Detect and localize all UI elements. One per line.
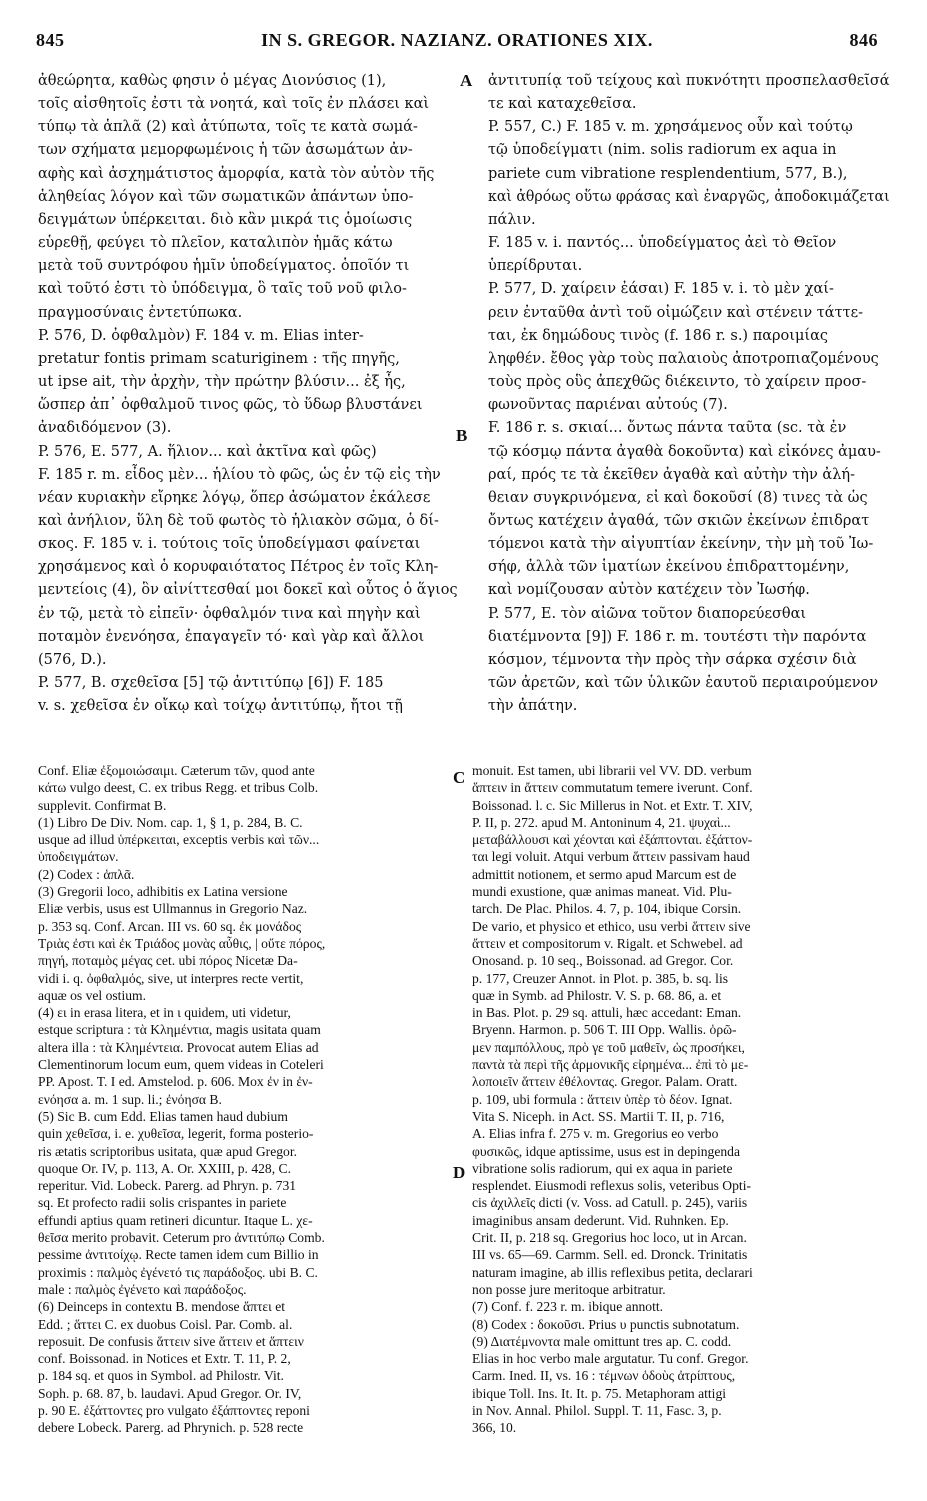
text-line: τῷ κόσμῳ πάντα ἀγαθὰ δοκοῦντα) καὶ εἰκόνες ἀμαυ- [488,443,881,460]
text-line: proximis : παλμὸς ἐγένετό τις παράδοξος. ubi B. C. [38,1264,318,1280]
text-line: παντὰ τὰ περὶ τῆς ἁρμονικῆς εἰρημένα... ἐπὶ τὸ με- [472,1057,749,1073]
text-line: (6) Deinceps in contextu B. mendose ἅπτει et [38,1299,286,1315]
text-line: νέαν κυριακὴν εἴρηκε λόγῳ, ὅπερ ἀσώματον ἐκάλεσε [38,489,431,506]
main-text-right-column [488,70,890,718]
text-line: P. 577, E. τὸν αἰῶνα τοῦτον διαπορεύεσθαι [488,605,807,622]
text-line: ἄττειν et compositorum v. Rigalt. et Schwebel. ad [472,935,743,951]
text-line: κόσμον, τέμνοντα τὴν πρὸς τὴν σάρκα σχέσιν διὰ [488,651,857,668]
text-line: τόμενοι κατὰ τὴν αἰγυπτίαν ἐκείνην, τὴν μὴ τοῦ Ἰω- [488,536,874,553]
text-line: admittit notionem, et sermo apud Marcum est de [472,866,737,882]
text-line: τῷ ὑποδείγματι (nim. solis radiorum ex aqua in [488,142,837,159]
text-line: μεν παμπόλλους, πρὸ γε τοῦ μαθεῖν, ὡς προσήκει, [472,1039,745,1055]
text-line: ται, ἐκ δημώδους τινὸς (f. 186 r. s.) παροιμίας [488,327,828,344]
text-line: εὑρεθῇ, φεύγει τὸ πλεῖον, καταλιπὸν ἡμᾶς κάτω [38,235,393,252]
text-line: in Bas. Plot. p. 29 sq. attuli, hæc accedant: Eman. [472,1005,742,1021]
text-line: τε καὶ καταχεθεῖσα. [488,96,637,113]
text-line: vidi i. q. ὀφθαλμός, sive, ut interpres recte vertit, [38,970,304,986]
text-line: p. 90 E. ἐξάττοντες pro vulgato ἐξάπτοντες reponi [38,1402,310,1418]
text-line: (5) Sic B. cum Edd. Elias tamen haud dubium [38,1108,288,1124]
text-line: ὑποδειγμάτων. [38,849,119,865]
text-line: reperitur. Vid. Lobeck. Parerg. ad Phryn. p. 731 [38,1178,297,1194]
text-line: καὶ ἀθρόως οὕτω φράσας καὶ ἐναργῶς, ἀποδοκιμάζεται [488,188,890,205]
text-line: τῶν ἀρετῶν, καὶ τῶν ὑλικῶν ἑαυτοῦ περιαιρούμενον [488,675,879,692]
text-line: imaginibus ansam dederunt. Vid. Ruhnken. Ep. [472,1212,729,1228]
text-line: altera illa : τὰ Κλημέντεια. Provocat autem Elias ad [38,1039,319,1055]
margin-marker-a: A [460,71,473,90]
text-line: conf. Boissonad. in Notices et Extr. T. 11, P. 2, [38,1351,291,1367]
text-line: ὑπερίδρυται. [488,258,583,275]
text-line: πραγμοσύναις ἐντετύπωκα. [38,304,243,321]
text-line: ἐν τῷ, μετὰ τὸ εἰπεῖν· ὀφθαλμόν τινα καὶ πηγὴν καὶ [38,605,421,622]
main-text-left-column [38,70,458,718]
running-title: IN S. GREGOR. NAZIANZ. ORATIONES XIX. [261,30,653,50]
text-line: effundi aptius quam retineri dicuntur. Itaque L. χε- [38,1212,313,1228]
text-line: p. 353 sq. Conf. Arcan. III vs. 60 sq. ἐκ μονάδος [38,918,302,934]
text-line: non posse jure meritoque arbitratur. [472,1281,666,1297]
text-line: vibratione solis radiorum, qui ex aqua in pariete [472,1160,733,1176]
text-line: φωνοῦντας παριέναι αὐτούς (7). [488,397,728,414]
text-line: PP. Apost. T. I ed. Amstelod. p. 606. Mox ἐν in ἐν- [38,1074,313,1090]
text-line: usque ad illud ὑπέρκειται, exceptis verbis καὶ τῶν... [38,832,320,848]
text-line: in Nov. Annal. Philol. Suppl. T. 11, Fasc. 3, p. [472,1402,722,1418]
text-line: πάλιν. [488,211,536,228]
text-line: (1) Libro De Div. Nom. cap. 1, § 1, p. 284, B. C. [38,814,303,830]
text-line: Vita S. Niceph. in Act. SS. Martii T. II, p. 716, [472,1108,725,1124]
text-line: naturam imagine, ab illis reflexibus petita, declarari [472,1264,753,1280]
text-line: ὄντως κατέχειν ἀγαθά, τῶν σκιῶν ἐκείνων ἐπιδρατ [488,512,870,529]
text-line: των σχήματα μεμορφωμένοις ἡ τῶν ἀσωμάτων ἀν- [38,142,413,159]
text-line: monuit. Est tamen, ubi librarii vel VV. DD. verbum [472,763,752,778]
text-line: (576, D.). [38,651,107,668]
text-line: Carm. Ined. II, vs. 16 : τέμνων ὁδοὺς ἀτρίπτους, [472,1368,736,1384]
text-line: resplendet. Eiusmodi reflexus solis, veteribus Opti- [472,1178,751,1194]
margin-marker-c: C [453,768,466,787]
text-line: Boissonad. l. c. Sic Millerus in Not. et Extr. T. XIV, [472,797,753,813]
text-line: P. 577, D. χαίρειν ἐάσαι) F. 185 v. i. τὸ μὲν χαί- [488,281,834,298]
text-line: pretatur fontis primam scaturiginem : τῆς πηγῆς, [38,350,400,367]
text-line: μεντείοις (4), ὃν αἰνίττεσθαί μοι δοκεῖ καὶ οὗτος ὁ ἅγιος [38,582,458,599]
text-line: ἀναδιδόμενον (3). [38,420,172,437]
text-line: αφὴς καὶ ἀσχημάτιστος ἀμορφία, κατὰ τὸν αὐτὸν τῆς [38,165,435,182]
text-line: F. 185 r. m. εἶδος μὲν... ἡλίου τὸ φῶς, ὡς ἐν τῷ εἰς τὴν [38,466,441,483]
text-line: ἀθεώρητα, καθὼς φησιν ὁ μέγας Διονύσιος (1), [38,73,387,89]
text-line: ris ætatis scriptoribus usitata, quæ apud Gregor. [38,1143,298,1159]
text-line: De vario, et physico et ethico, usu verbi ἅττειν sive [472,918,751,934]
text-line: μετὰ τοῦ συντρόφου ἡμῖν ὑποδείγματος. ὁποῖόν τι [38,258,410,275]
text-line: supplevit. Confirmat B. [38,797,167,813]
text-line: cis ἀχιλλεῖς dicti (v. Voss. ad Catull. p. 245), variis [472,1195,748,1211]
text-line: ut ipse ait, τὴν ἀρχὴν, τὴν πρώτην βλύσιν... ἐξ ἧς, [38,374,406,391]
text-line: quæ in Symb. ad Philostr. V. S. p. 68. 86, a. et [472,987,722,1003]
text-line: τοὺς πρὸς οὓς ἀπεχθῶς διέκειντο, τὸ χαίρειν προσ- [488,374,867,391]
text-line: καὶ ἀνήλιον, ὕλη δὲ τοῦ φωτὸς τὸ ἡλιακὸν σῶμα, ὁ δί- [38,512,439,529]
text-line: P. 576, D. ὀφθαλμὸν) F. 184 v. m. Elias inter- [38,327,364,344]
text-line: μεταβάλλουσι καὶ χέονται καὶ ἐξάπτονται. ἐξάττον- [472,832,753,848]
text-line: Crit. II, p. 218 sq. Gregorius hoc loco, ut in Arcan. [472,1230,747,1246]
text-line: ενόησα a. m. 1 sup. li.; ἐνόησα B. [38,1091,222,1107]
text-line: ραί, πρός τε τὰ ἐκεῖθεν ἀγαθὰ καὶ αὐτὴν τὴν ἀλή- [488,466,855,483]
text-line: (8) Codex : δοκοῦσι. Prius υ punctis subnotatum. [472,1316,740,1332]
text-line: P. 577, B. σχεθεῖσα [5] τῷ ἀντιτύπῳ [6]) F. 185 [38,675,384,692]
text-line: ἅπτειν in ἄττειν commutatum temere iverunt. Conf. [472,780,753,796]
text-line: mundi exustione, quæ animas maneat. Vid. Plu- [472,884,732,900]
text-line: θεῖσα merito probavit. Ceterum pro ἀντιτύπῳ Comb. [38,1230,325,1246]
text-line: Bryenn. Harmon. p. 506 T. III Opp. Wallis. ὁρῶ- [472,1022,737,1038]
text-line: quin χεθεῖσα, i. e. χυθεῖσα, legerit, forma posterio- [38,1126,314,1142]
text-line: p. 109, ubi formula : ἅττειν ὑπὲρ τὸ δέον. Ignat. [472,1091,733,1107]
text-line: P. 557, C.) F. 185 v. m. χρησάμενος οὖν καὶ τούτῳ [488,119,853,136]
text-line: Edd. ; ἅττει C. ex duobus Coisl. Par. Comb. al. [38,1316,293,1332]
text-line: (7) Conf. f. 223 r. m. ibique annott. [472,1299,664,1315]
text-line: διατέμνοντα [9]) F. 186 r. m. τουτέστι τὴν παρόντα [488,628,867,645]
page-number-left: 845 [36,30,65,50]
text-line: κάτω vulgo deest, C. ex tribus Regg. et tribus Colb. [38,780,319,796]
text-line: quoque Or. IV, p. 113, A. Or. XXIII, p. 428, C. [38,1160,291,1176]
text-line: F. 185 v. i. παντός... ὑποδείγματος ἀεὶ τὸ Θεῖον [488,235,837,252]
text-line: ibique Toll. Ins. It. It. p. 75. Metaphoram attigi [472,1385,727,1401]
footnotes-left-column [38,762,458,1437]
text-line: τὴν ἀπάτην. [488,698,578,715]
text-line: debere Lobeck. Parerg. ad Phrynich. p. 528 recte [38,1420,304,1436]
text-line: καὶ τοῦτό ἐστι τὸ ὑπόδειγμα, ὃ ταῖς τοῦ νοῦ φιλο- [38,281,407,298]
text-line: p. 184 sq. et quos in Symbol. ad Philostr. Vit. [38,1368,284,1384]
text-line: aquæ os vel ostium. [38,987,146,1003]
text-line: v. s. χεθεῖσα ἐν οἴκῳ καὶ τοίχῳ ἀντιτύπῳ, ἤτοι τῇ [38,698,403,715]
text-line: (2) Codex : ἁπλᾶ. [38,866,135,882]
text-line: F. 186 r. s. σκιαί... ὄντως πάντα ταῦτα (sc. τὰ ἐν [488,420,847,437]
text-line: τύπῳ τὰ ἁπλᾶ (2) καὶ ἀτύπωτα, τοῖς τε κατὰ σωμά- [38,119,418,136]
text-line: δειγμάτων ὑπέρκειται. διὸ κἂν μικρά τις ὁμοίωσις [38,211,413,228]
text-line: 366, 10. [472,1420,517,1436]
text-line: Conf. Eliæ ἐξομοιώσαιμι. Cæterum τῶν, quod ante [38,763,315,778]
text-line: male : παλμὸς ἐγένετο καὶ παράδοξος. [38,1281,247,1297]
text-line: λοποιεῖν ἅττειν ἐθέλοντας. Gregor. Palam. Oratt. [472,1074,738,1090]
text-line: tarch. De Plac. Philos. 4. 7, p. 104, ibique Corsin. [472,901,742,917]
margin-marker-b: B [456,426,468,445]
text-line: A. Elias infra f. 275 v. m. Gregorius eo verbo [472,1126,719,1142]
text-line: θειαν συγκρινόμενα, εἰ καὶ δοκοῦσί (8) τινες τὰ ὡς [488,489,868,506]
text-line: Elias in hoc verbo male argutatur. Tu conf. Gregor. [472,1351,749,1367]
text-line: P. II, p. 272. apud M. Antoninum 4, 21. ψυχαὶ... [472,814,731,830]
page-number-right: 846 [849,30,878,50]
text-line: ρειν ἐνταῦθα ἀντὶ τοῦ οἰμώζειν καὶ στένειν τάττε- [488,304,864,321]
running-header [36,30,878,54]
margin-marker-d: D [453,1163,466,1182]
text-line: pessime ἀντιτοίχῳ. Recte tamen idem cum Billio in [38,1247,319,1263]
text-line: III vs. 65—69. Carmm. Sell. ed. Dronck. Trinitatis [472,1247,748,1263]
text-line: reposuit. De confusis ἅττειν sive ἄττειν et ἅπτειν [38,1333,304,1349]
text-line: Clementinorum locum eum, quem videas in Coteleri [38,1057,324,1073]
text-line: τοῖς αἰσθητοῖς ἐστι τὰ νοητά, καὶ τοῖς ἐν πλάσει καὶ [38,96,430,113]
text-line: φυσικῶς, idque aptissime, usus est in depingenda [472,1143,740,1159]
text-line: Τριὰς ἐστι καὶ ἐκ Τριάδος μονὰς αὖθις, | οὔτε πόρος, [38,935,326,951]
footnotes-right-column [472,762,892,1437]
text-line: Eliæ verbis, usus est Ullmannus in Gregorio Naz. [38,901,308,917]
text-line: Onosand. p. 10 seq., Boissonad. ad Gregor. Cor. [472,953,734,969]
text-line: ποταμὸν ἐνενόησα, ἐπαγαγεῖν τό· καὶ γὰρ καὶ ἄλλοι [38,628,425,645]
text-line: pariete cum vibratione resplendentium, 577, B.), [488,165,848,182]
text-line: ληφθέν. ἔθος γὰρ τοὺς παλαιοὺς ἀποτροπιαζομένους [488,350,879,367]
text-line: (4) ει in erasa litera, et in ι quidem, uti videtur, [38,1005,291,1021]
text-line: estque scriptura : τὰ Κλημέντια, magis usitata quam [38,1022,321,1038]
text-line: πηγή, ποταμὸς μέγας cet. ubi πόρος Nicetæ Da- [38,953,298,969]
text-line: ται legi voluit. Atqui verbum ἅττειν passivam haud [472,849,750,865]
text-line: Soph. p. 68. 87, b. laudavi. Apud Gregor. Or. IV, [38,1385,302,1401]
text-line: p. 177, Creuzer Annot. in Plot. p. 385, b. sq. lis [472,970,729,986]
text-line: (9) Διατέμνοντα male omittunt tres ap. C. codd. [472,1333,732,1349]
text-line: ἀληθείας λόγον καὶ τῶν σωματικῶν ἁπάντων ὑπο- [38,188,414,205]
text-line: ἀντιτυπίᾳ τοῦ τείχους καὶ πυκνότητι προσπελασθεῖσά [488,73,890,89]
text-line: σήφ, ἀλλὰ τῶν ἱματίων ἐκείνου ἐπιδραττομένην, [488,559,850,576]
text-line: ὥσπερ ἀπ᾿ ὀφθαλμοῦ τινος φῶς, τὸ ὕδωρ βλυστάνει [38,397,423,414]
text-line: σκος. F. 185 v. i. τούτοις τοῖς ὑποδείγμασι φαίνεται [38,536,421,553]
text-line: καὶ νομίζουσαν αὐτὸν κατέχειν τὸν Ἰωσήφ. [488,582,810,599]
text-line: χρησάμενος καὶ ὁ κορυφαιότατος Πέτρος ἐν τοῖς Κλη- [38,559,439,576]
text-line: P. 576, E. 577, A. ἥλιον... καὶ ἀκτῖνα καὶ φῶς) [38,443,377,460]
text-line: sq. Et profecto radii solis crispantes in pariete [38,1195,287,1211]
text-line: (3) Gregorii loco, adhibitis ex Latina versione [38,884,288,900]
